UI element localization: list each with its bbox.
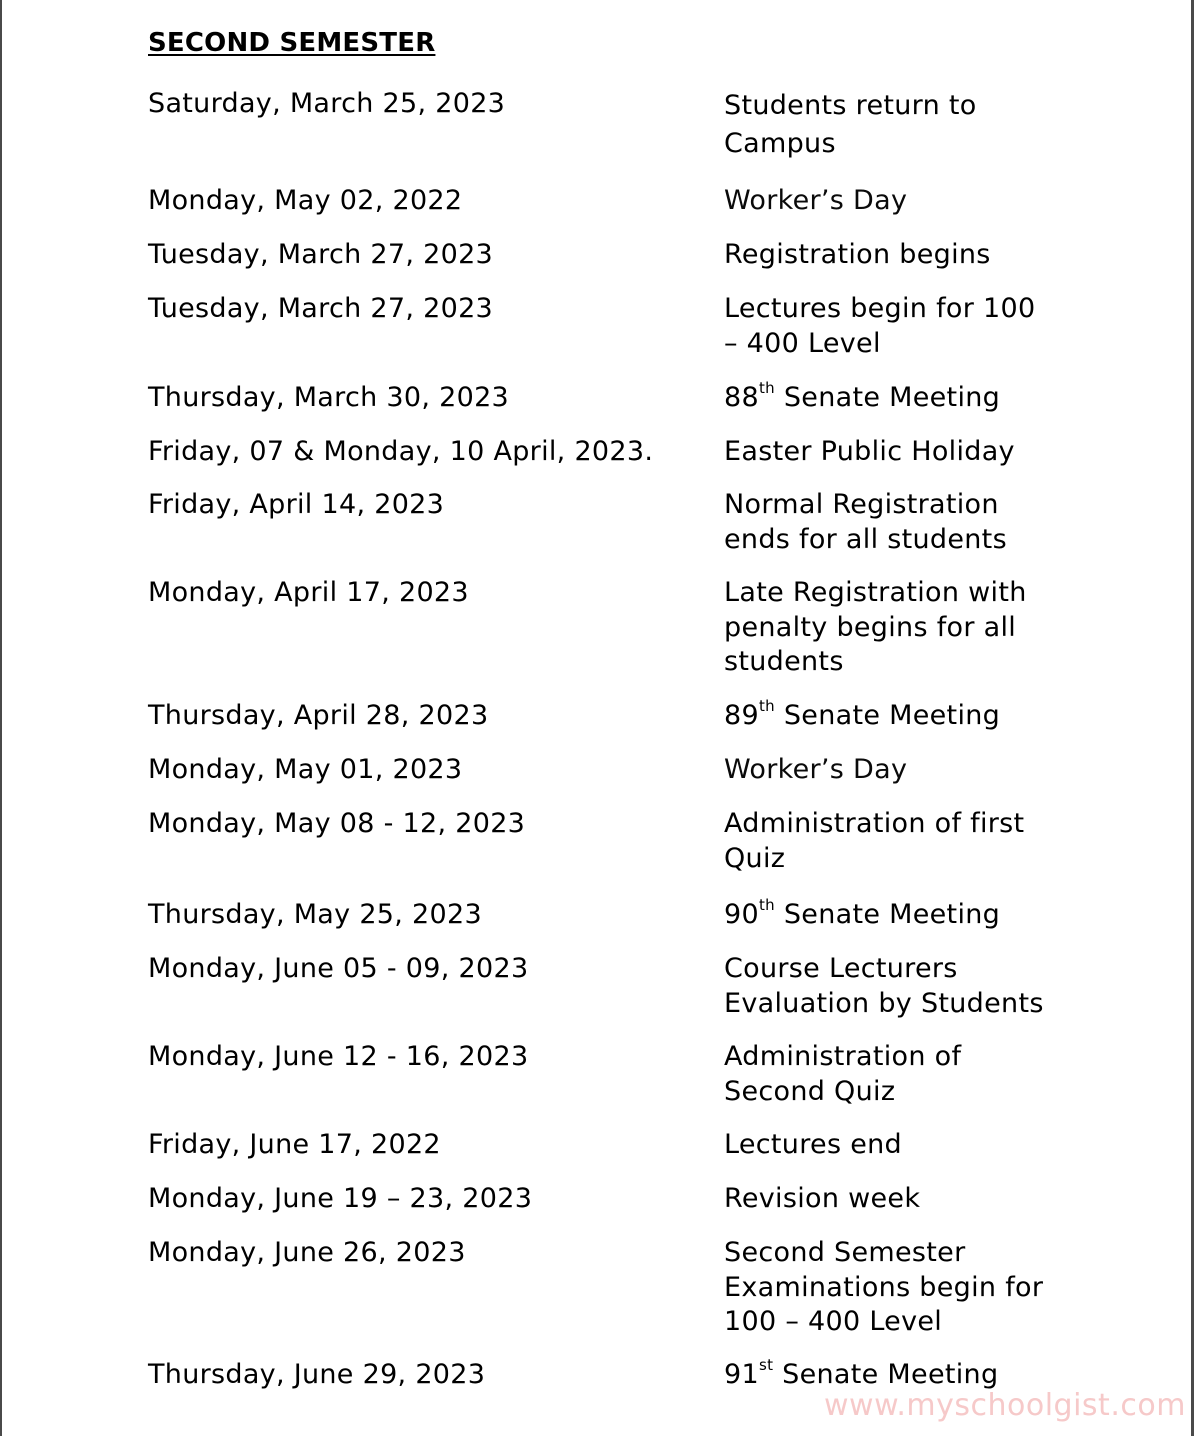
schedule-date: Thursday, March 30, 2023: [148, 382, 510, 413]
event-line: 100 – 400 Level: [724, 1306, 943, 1337]
schedule-date: Monday, June 19 – 23, 2023: [148, 1183, 533, 1214]
schedule-date: Monday, April 17, 2023: [148, 577, 469, 608]
event-line: 88th Senate Meeting: [724, 379, 1001, 413]
schedule-event: [724, 1128, 1064, 1163]
schedule-event: [724, 87, 1064, 163]
event-line: Students return to: [724, 90, 977, 121]
document-page: [2, 0, 1191, 1436]
schedule-date: Thursday, May 25, 2023: [148, 899, 482, 930]
event-line: Second Semester: [724, 1237, 966, 1268]
event-line: 90th Senate Meeting: [724, 896, 1001, 930]
page-border-left: [0, 0, 2, 1436]
schedule-event: [724, 898, 1064, 933]
schedule-event: [724, 576, 1064, 680]
schedule-event: [724, 381, 1064, 416]
schedule-event: [724, 1182, 1064, 1217]
event-line: Evaluation by Students: [724, 987, 1044, 1019]
schedule-date: Thursday, June 29, 2023: [148, 1359, 486, 1390]
schedule-date: Friday, 07 & Monday, 10 April, 2023.: [148, 436, 654, 467]
schedule-date: Tuesday, March 27, 2023: [148, 293, 494, 324]
schedule-event: [724, 488, 1064, 557]
event-line: Easter Public Holiday: [724, 436, 1015, 467]
schedule-event: [724, 292, 1064, 361]
event-line: Lectures end: [724, 1129, 902, 1160]
event-line: Administration of: [724, 1041, 962, 1072]
event-line: penalty begins for all: [724, 611, 1017, 643]
schedule-date: Friday, June 17, 2022: [148, 1129, 441, 1160]
event-line: Worker’s Day: [724, 754, 908, 785]
schedule-date: Monday, June 12 - 16, 2023: [148, 1041, 529, 1072]
schedule-date: Monday, May 02, 2022: [148, 185, 463, 216]
event-line: Examinations begin for: [724, 1271, 1044, 1303]
event-line: Normal Registration: [724, 489, 999, 520]
schedule-date: Friday, April 14, 2023: [148, 489, 445, 520]
schedule-date: Thursday, April 28, 2023: [148, 700, 489, 731]
schedule-event: [724, 238, 1064, 273]
schedule-date: Tuesday, March 27, 2023: [148, 239, 494, 270]
event-line: Registration begins: [724, 239, 991, 270]
schedule-event: [724, 1236, 1064, 1340]
schedule-date: Monday, June 26, 2023: [148, 1237, 466, 1268]
event-line: 91st Senate Meeting: [724, 1356, 999, 1390]
event-line: Course Lecturers: [724, 953, 958, 984]
schedule-date: Saturday, March 25, 2023: [148, 88, 506, 119]
schedule-event: [724, 184, 1064, 219]
watermark-text: www.myschoolgist.com: [824, 1388, 1186, 1423]
event-line: – 400 Level: [724, 327, 881, 359]
event-line: Administration of first: [724, 808, 1025, 839]
event-line: Second Quiz: [724, 1075, 896, 1107]
event-line: students: [724, 646, 844, 677]
schedule-event: [724, 699, 1064, 734]
event-line: Worker’s Day: [724, 185, 908, 216]
schedule-date: Monday, May 01, 2023: [148, 754, 463, 785]
event-line: Lectures begin for 100: [724, 293, 1036, 324]
event-line: Late Registration with: [724, 577, 1027, 608]
schedule-event: [724, 435, 1064, 470]
event-line: ends for all students: [724, 523, 1007, 555]
schedule-event: [724, 1040, 1064, 1109]
event-line: Campus: [724, 128, 836, 159]
schedule-event: [724, 952, 1064, 1021]
schedule-event: [724, 807, 1064, 876]
event-line: 89th Senate Meeting: [724, 697, 1001, 731]
event-line: Quiz: [724, 842, 786, 874]
schedule-date: Monday, May 08 - 12, 2023: [148, 808, 526, 839]
schedule-event: [724, 753, 1064, 788]
event-line: Revision week: [724, 1183, 921, 1214]
schedule-date: Monday, June 05 - 09, 2023: [148, 953, 529, 984]
section-title: SECOND SEMESTER: [148, 28, 436, 58]
